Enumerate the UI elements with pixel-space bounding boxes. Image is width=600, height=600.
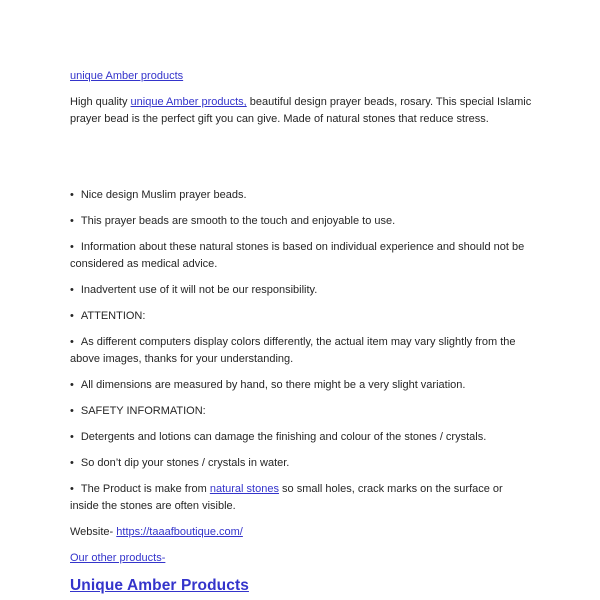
bottom-heading-line <box>70 576 532 596</box>
website-label: Website- <box>70 526 117 538</box>
bullet-text: SAFETY INFORMATION: <box>80 405 206 417</box>
bullet-text: Information about these natural stones is based on individual experience and should not be considered as medical advice. <box>70 241 525 270</box>
intro-text-pre: High quality <box>70 96 131 108</box>
intro-product-link[interactable]: unique Amber products, <box>130 96 247 108</box>
top-link-line <box>70 68 532 85</box>
bullet-text: All dimensions are measured by hand, so there might be a very slight variation. <box>80 379 466 391</box>
other-products-line <box>70 550 532 567</box>
bullet-item <box>70 282 532 299</box>
other-products-link[interactable]: Our other products- <box>70 552 166 564</box>
bullet-item <box>70 429 532 446</box>
bullet-text: As different computers display colors differently, the actual item may vary slightly from the above images, thanks for your understanding. <box>70 336 516 365</box>
bullet-marker: • <box>70 284 74 296</box>
bullet-item <box>70 213 532 230</box>
bullet-text-pre: The Product is make from <box>80 483 210 495</box>
bullet-text: This prayer beads are smooth to the touch and enjoyable to use. <box>80 215 396 227</box>
bullet-item <box>70 239 532 273</box>
bullet-marker: • <box>70 431 74 443</box>
bullet-marker: • <box>70 189 74 201</box>
bullet-item <box>70 455 532 472</box>
natural-stones-link[interactable]: natural stones <box>209 483 279 495</box>
bullet-marker: • <box>70 405 74 417</box>
intro-paragraph <box>70 94 532 128</box>
bullet-item <box>70 377 532 394</box>
bullet-marker: • <box>70 379 74 391</box>
website-link[interactable]: https://taaafboutique.com/ <box>116 526 243 538</box>
bullet-marker: • <box>70 457 74 469</box>
bullet-item <box>70 481 532 515</box>
bullet-text: Inadvertent use of it will not be our responsibility. <box>80 284 318 296</box>
bullet-marker: • <box>70 336 74 348</box>
top-product-link[interactable]: unique Amber products <box>70 70 184 82</box>
bullet-text-post: so small holes, crack marks on the surface or inside the stones are often visible. <box>70 483 503 512</box>
bullet-item <box>70 403 532 420</box>
bottom-heading-link[interactable]: Unique Amber Products <box>70 577 249 594</box>
bullet-item <box>70 308 532 325</box>
website-line <box>70 524 532 541</box>
bullet-item <box>70 334 532 368</box>
blank-space <box>70 137 532 187</box>
bullet-list <box>70 187 532 515</box>
bullet-text: Nice design Muslim prayer beads. <box>80 189 247 201</box>
bullet-item <box>70 187 532 204</box>
bullet-text: ATTENTION: <box>80 310 146 322</box>
bullet-marker: • <box>70 241 74 253</box>
bullet-marker: • <box>70 215 74 227</box>
bullet-text: So don’t dip your stones / crystals in water. <box>80 457 290 469</box>
bullet-text: Detergents and lotions can damage the finishing and colour of the stones / crystals. <box>80 431 487 443</box>
bullet-marker: • <box>70 483 74 495</box>
intro-text-post: beautiful design prayer beads, rosary. This special Islamic prayer bead is the perfect gift you can give. Made of natural stones that reduce stress. <box>70 96 532 125</box>
bullet-marker: • <box>70 310 74 322</box>
